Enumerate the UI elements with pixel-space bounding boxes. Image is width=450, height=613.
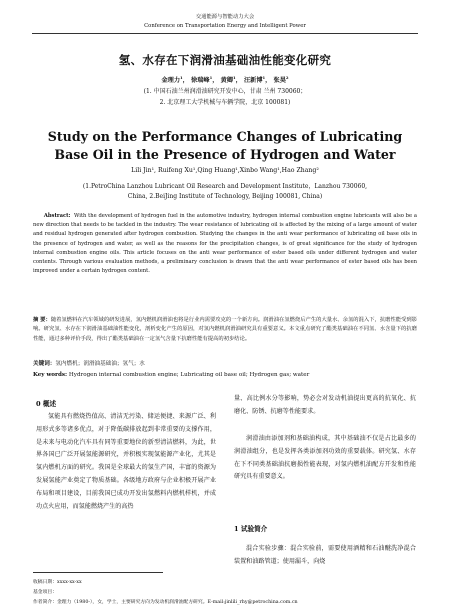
section0-left-paragraph: 氢能具有燃烧热值高、清洁无污染、储运便捷、来源广泛、利用形式多等诸多优点，对于降低碳排放起到非常重要的支撑作用，是未来与电动化汽车具有同等重要地位的新型清洁燃料，为此，世界各国已广泛开展氢能源研究，并积极实现氢能源产业化，尤其是氢内燃机方面的研究。我国是全球最大的氢生产国，丰富的资源为发展氢能产业奠定了物质基础。各级地方政府与企业积极开展产业布局和项目建设，目前我国已成功开发出氢燃料内燃机样机，并成功点火应用，而氢能燃烧产生的高热 — [36, 413, 216, 510]
abstract-cn-text: 随着氢燃料在汽车领域的研发进展，氢内燃机润滑油也将是行业内需要攻克的一个新方向。润滑油在氢燃烧后产生的大量水、余氢的混入下，抗磨性能受到影响。研究氢、水存在下润滑油基础油性能变化，剖析变化产生的原因，对氢内燃机润滑油研究具有重要意义。本文重点研究了酯类基础油在不同氢、水含量下的抗磨性能，通过多种评价手段，得出了酯类基础油在一定氢气含量下抗磨性能有提高的初步结论。 — [33, 317, 417, 342]
abstract-cn — [33, 316, 417, 344]
section0-right-paragraph-1: 量、高比例水分等影响，势必会对发动机油提出更高的抗氧化、抗磨化、防锈、抗磨等性能要求。 — [234, 395, 416, 415]
conference-title-cn: 交通能源与智能动力大会 — [195, 14, 255, 20]
keywords-en — [33, 371, 417, 380]
keywords-en-text: Hydrogen internal combustion engine; Lubricating oil base oil; Hydrogen gas; water — [68, 372, 310, 378]
abstract-cn-label: 摘 要： — [33, 317, 51, 323]
paper-title-en-line1: Study on the Performance Changes of Lubricating — [47, 129, 403, 144]
author-affil-mark: 1 — [262, 74, 266, 80]
abstract-en — [33, 212, 417, 276]
affiliation-cn-2: 2. 北京理工大学机械与车辆学院，北京 100081) — [159, 99, 291, 106]
author-list-cn: 金理力$^1$， 徐瑞峰$^1$， 黄卿$^1$， 汪新博$^1$， 张昊$^2$ — [161, 74, 289, 84]
section-heading-0: 0 概述 — [36, 400, 57, 408]
abstract-label: Abstract: — [43, 213, 71, 219]
paper-title-cn: 氢、水存在下润滑油基础油性能变化研究 — [118, 53, 332, 67]
keywords-cn-label: 关键词： — [33, 361, 56, 367]
affiliation-en-2: China, 2.BeiJing Institute of Technology, Beijing 100081, China) — [127, 193, 323, 200]
conference-title-en: Conference on Transportation Energy and Intelligent Power — [144, 23, 306, 29]
section1-paragraph: 混合实验步骤：混合实验前，需要使用酒精和石油醚洗净混合装置和油路管道；使用漏斗，向烧 — [234, 545, 416, 565]
keywords-cn — [33, 360, 417, 369]
abstract-text: With the development of hydrogen fuel in the automotive industry, hydrogen internal combustion engine lubricants will also be a new direction that needs to be tackled in the industry. The wear resistance of lubricating oil is affected by the mixing of a large amount of water and residual hydrogen generated after hydrogen combustion. Studying the changes in the anti wear performance of lubricating oil base oils in the presence of hydrogen and water, as well as the reasons for the precipitation changes, is of great significance for the study of hydrogen internal combustion engine oils. This article focuses on the anti wear performance of ester based oils under different hydrogen and water contents. Through various evaluation methods, a preliminary conclusion is drawn that the anti wear performance of ester based oils has been improved under a certain hydrogen content. — [33, 213, 417, 275]
author-list-en: Lili Jin¹, Ruifeng Xu¹,Qing Huang¹,Xinbo Wang¹,Hao Zhang² — [131, 167, 319, 174]
header-rule — [32, 33, 418, 34]
section-heading-1: 1 试验简介 — [234, 525, 268, 533]
section0-right-paragraph-2: 润滑油由添加剂和基础油构成，其中基础油不仅是占比最多的润滑油组分，也是发挥各类添加剂功效的重要载体。研究氢、水存在下不同类基础油抗磨损性能表现，对氢内燃机油配方开发和性能研究具有重要意义。 — [234, 435, 416, 481]
author-name: 黄卿 — [220, 77, 233, 84]
footnote-fund: 基金项目： — [33, 590, 57, 595]
footnote-rule — [33, 572, 163, 573]
author-affil-mark: 1 — [232, 74, 236, 80]
author-affil-mark: 2 — [285, 74, 289, 80]
footnote-received: 收稿日期：xxxx-xx-xx — [33, 580, 82, 585]
footnote-author-bio: 作者简介：金理力（1980-），女，学士，主要研究方向为发动机润滑油配方研究。E-mail:jinlili_rhy@petrochina.com.cn — [33, 600, 298, 605]
author-name: 汪新博 — [243, 77, 263, 84]
author-name: 金理力 — [161, 77, 181, 84]
author-affil-mark: 1 — [209, 74, 213, 80]
author-name: 徐瑞峰 — [191, 77, 210, 84]
author-name: 张昊 — [273, 77, 286, 84]
keywords-en-label: Key words: — [33, 372, 68, 378]
keywords-cn-text: 氢内燃机；润滑油基础油；氢气；水 — [55, 361, 145, 367]
author-affil-mark: 1 — [180, 74, 183, 80]
affiliation-cn-1: (1. 中国石油兰州润滑油研究开发中心，甘肃 兰州 730060； — [143, 88, 307, 95]
paper-title-en-line2: Base Oil in the Presence of Hydrogen and Water — [54, 147, 396, 162]
affiliation-en-1: (1.PetroChina Lanzhou Lubricant Oil Research and Development Institute，Lanzhou 730060, — [82, 183, 368, 190]
